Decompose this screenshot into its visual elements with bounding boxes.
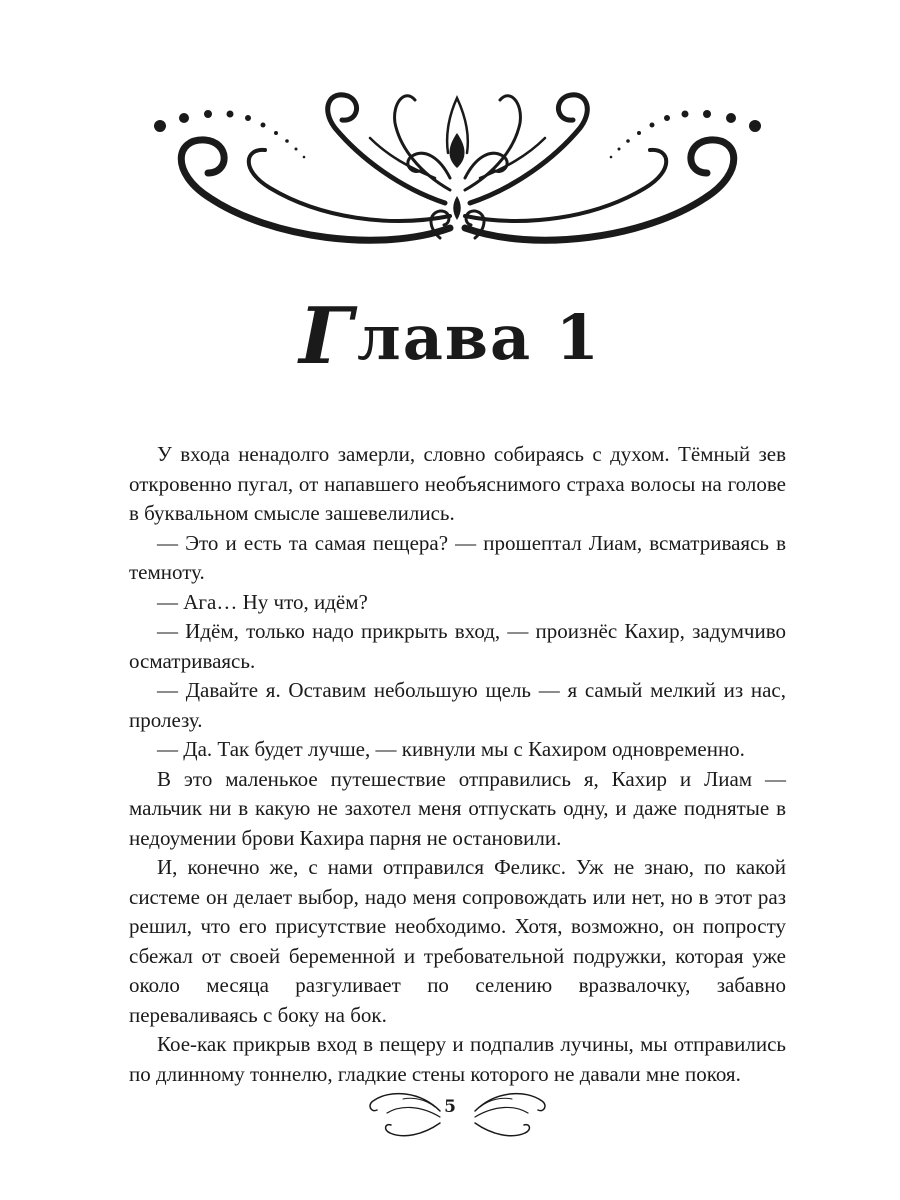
ornament-dot: [227, 111, 234, 118]
chapter-title: [0, 291, 900, 382]
paragraph: — Давайте я. Оставим небольшую щель — я самый мелкий из нас, пролезу.: [129, 678, 786, 732]
page-number: 5: [444, 1097, 456, 1117]
paragraph: И, конечно же, с нами отправился Феликс. Уж не знаю, по какой системе он делает выбор, надо меня сопровождать или нет, но в этот раз решил, что его присутствие необходимо. Хотя, возможно, он попросту сбежал от своей беременной и требовательной подружки, которая уже около месяца разгуливает по селению вразвалочку, забавно переваливаясь с боку на бок.: [129, 855, 786, 1027]
paragraph: — Да. Так будет лучше, — кивнули мы с Кахиром одновременно.: [157, 737, 745, 761]
ornament-drop: [453, 196, 461, 220]
paragraph: В это маленькое путешествие отправились я, Кахир и Лиам — мальчик ни в какую не захотел меня отпускать одну, и даже поднятые в недоумении брови Кахира парня не остановили.: [129, 766, 786, 850]
chapter-body-text: [129, 440, 786, 1089]
paragraph: — Ага… Ну что, идём?: [157, 589, 368, 614]
ornament-dot: [179, 113, 189, 123]
ornament-dot: [303, 156, 306, 159]
paragraph: — Идём, только надо прикрыть вход, — произнёс Кахир, задумчиво осматриваясь.: [129, 619, 786, 673]
ornament-flourish-top: [150, 78, 765, 258]
ornament-dot: [245, 115, 251, 121]
ornament-curve: [475, 1123, 529, 1136]
ornament-curve: [249, 150, 450, 221]
ornament-dot: [626, 139, 630, 143]
ornament-curve: [470, 95, 587, 203]
ornament-curve: [386, 1123, 440, 1136]
chapter-title-text: лава 1: [356, 301, 601, 374]
ornament-dot: [682, 111, 689, 118]
ornament-drop: [449, 133, 464, 168]
ornament-dot: [664, 115, 670, 121]
ornament-dot: [703, 110, 711, 118]
ornament-dot: [295, 148, 298, 151]
ornament-dot: [154, 120, 166, 132]
ornament-dot: [618, 148, 621, 151]
ornament-dot: [610, 156, 613, 159]
chapter-dropcap: Г: [299, 291, 355, 382]
paragraph: У входа ненадолго замерли, словно собираясь с духом. Тёмный зев откровенно пугал, от напавшего необъяснимого страха волосы на голове в буквальном смысле зашевелились.: [129, 442, 786, 525]
ornament-curve: [465, 150, 666, 221]
ornament-dot: [274, 131, 278, 135]
ornament-dot: [261, 123, 266, 128]
ornament-curve: [465, 96, 520, 190]
paragraph: Кое-как прикрыв вход в пещеру и подпалив лучины, мы отправились по длинному тоннелю, гладкие стены которого не давали мне покоя.: [129, 1032, 786, 1086]
ornament-dot: [650, 123, 655, 128]
ornament-dot: [204, 110, 212, 118]
ornament-dot: [726, 113, 736, 123]
paragraph: — Это и есть та самая пещера? — прошептал Лиам, всматриваясь в темноту.: [129, 530, 786, 584]
ornament-dot: [749, 120, 761, 132]
ornament-dot: [637, 131, 641, 135]
ornament-curve: [395, 96, 450, 190]
ornament-curve: [328, 95, 445, 203]
ornament-dot: [285, 139, 289, 143]
